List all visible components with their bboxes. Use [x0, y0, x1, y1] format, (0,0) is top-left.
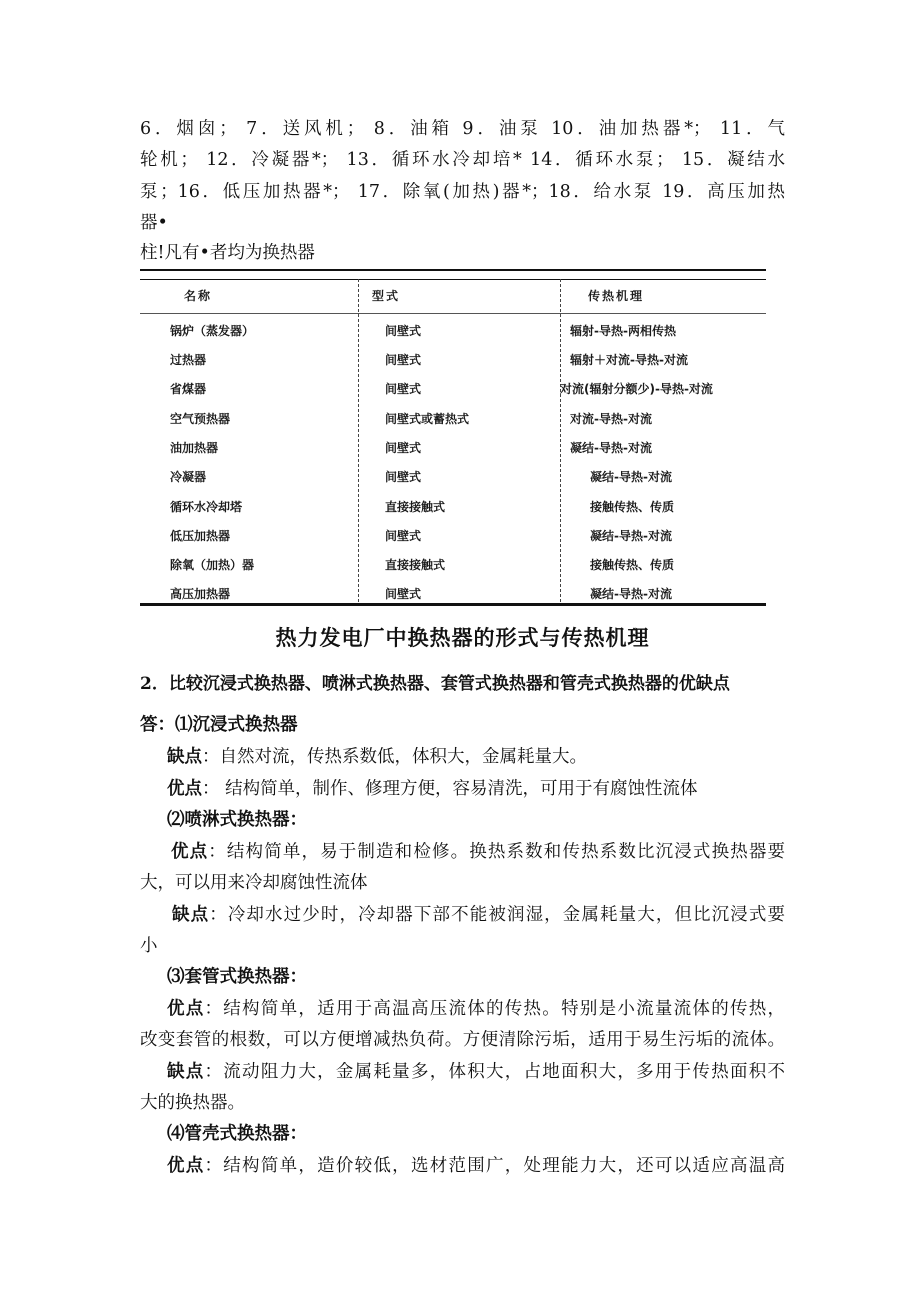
table-row — [140, 556, 770, 585]
cell-type: 直接接触式 — [385, 558, 446, 572]
table-row — [140, 439, 770, 468]
cell-name: 冷凝器 — [170, 470, 207, 484]
cons-text: ：流动阻力大，金属耗量多，体积大，占地面积大，多用于传热面积不 — [204, 1062, 785, 1082]
table-row — [140, 410, 770, 439]
cell-mechanism: 凝结-导热-对流 — [590, 470, 672, 484]
cell-type: 间壁式 — [385, 587, 422, 601]
section-3-pros-cont: 改变套管的根数，可以方便增减热负荷。方便清除污垢，适用于易生污垢的流体。 — [140, 1030, 785, 1050]
cell-type: 间壁式 — [385, 441, 422, 455]
cons-text: ：冷却水过少时，冷却器下部不能被润湿，金属耗量大，但比沉浸式要 — [209, 905, 785, 925]
cell-name: 油加热器 — [170, 441, 219, 455]
section-1-cons — [167, 742, 785, 773]
pros-label: 优点 — [171, 842, 209, 862]
cell-mechanism: 凝结-导热-对流 — [590, 529, 672, 543]
cons-label: 缺点 — [167, 747, 202, 767]
cell-name: 低压加热器 — [170, 529, 231, 543]
table-header-name: 名称 — [184, 289, 213, 303]
section-1-title: ⑴沉浸式换热器 — [175, 715, 298, 735]
section-2-pros — [171, 837, 785, 868]
table-row — [140, 527, 770, 556]
cell-type: 直接接触式 — [385, 500, 446, 514]
intro-line-4: 器• — [140, 213, 168, 233]
intro-note: 柱!凡有•者均为换热器 — [140, 243, 315, 263]
table-row — [140, 322, 770, 351]
table-header-type: 型式 — [372, 289, 401, 303]
pros-text: ： 结构简单，制作、修理方便，容易清洗，可用于有腐蚀性流体 — [202, 779, 698, 799]
cell-mechanism: 对流(辐射分额少)-导热-对流 — [560, 382, 713, 396]
cell-mechanism: 辐射-导热-两相传热 — [570, 324, 676, 338]
cell-mechanism: 接触传热、传质 — [590, 500, 675, 514]
table-row — [140, 498, 770, 527]
answer-prefix: 答： — [140, 715, 175, 735]
section-3-cons — [167, 1057, 785, 1088]
table-row — [140, 351, 770, 380]
question-heading: 2．比较沉浸式换热器、喷淋式换热器、套管式换热器和管壳式换热器的优缺点 — [140, 674, 730, 694]
cell-mechanism: 接触传热、传质 — [590, 558, 675, 572]
table-header-mechanism: 传热机理 — [588, 289, 645, 303]
pros-text: ：结构简单，易于制造和检修。换热系数和传热系数比沉浸式换热器要 — [208, 842, 785, 862]
cell-mechanism: 凝结-导热-对流 — [570, 441, 652, 455]
cons-text: ：自然对流，传热系数低，体积大，金属耗量大。 — [202, 747, 587, 767]
table-header-bottom-rule — [140, 313, 766, 314]
cell-mechanism: 辐射＋对流-导热-对流 — [570, 353, 688, 367]
pros-label: 优点 — [167, 999, 205, 1019]
cell-mechanism: 凝结-导热-对流 — [590, 587, 672, 601]
cons-label: 缺点 — [172, 905, 210, 925]
pros-text: ：结构简单，造价较低，选材范围广，处理能力大，还可以适应高温高 — [204, 1156, 785, 1176]
section-4-pros — [167, 1151, 785, 1182]
cell-type: 间壁式 — [385, 324, 422, 338]
section-2-cons — [172, 900, 785, 931]
table-top-rule — [140, 269, 766, 271]
section-2-pros-cont: 大，可以用来冷却腐蚀性流体 — [140, 873, 368, 893]
intro-line-1: 6．烟囱； 7．送风机； 8．油箱 9．油泵 10．油加热器*； 11．气 — [140, 119, 785, 139]
cell-name: 循环水冷却塔 — [170, 500, 243, 514]
cell-name: 除氧（加热）器 — [170, 558, 255, 572]
section-3-pros — [167, 994, 785, 1025]
table-row — [140, 380, 770, 409]
answer-section-1-title — [140, 710, 785, 741]
section-2-cons-cont: 小 — [140, 936, 158, 956]
cell-name: 过热器 — [170, 353, 207, 367]
section-2-title: ⑵喷淋式换热器： — [167, 810, 307, 830]
section-4-title: ⑷管壳式换热器： — [167, 1124, 307, 1144]
cell-mechanism: 对流-导热-对流 — [570, 412, 652, 426]
cell-type: 间壁式或蓄热式 — [385, 412, 470, 426]
table-row — [140, 585, 770, 614]
section-3-cons-cont: 大的换热器。 — [140, 1093, 245, 1113]
section-1-pros — [167, 774, 785, 805]
intro-line-2: 轮机； 12．冷凝器*； 13．循环水冷却培* 14．循环水泵； 15．凝结水 — [140, 150, 785, 170]
pros-label: 优点 — [167, 779, 202, 799]
table-row — [140, 468, 770, 497]
cell-type: 间壁式 — [385, 529, 422, 543]
cell-name: 空气预热器 — [170, 412, 231, 426]
cell-name: 高压加热器 — [170, 587, 231, 601]
cons-label: 缺点 — [167, 1062, 205, 1082]
cell-type: 间壁式 — [385, 470, 422, 484]
cell-type: 间壁式 — [385, 382, 422, 396]
cell-name: 锅炉（蒸发器） — [170, 324, 255, 338]
intro-line-3: 泵；16．低压加热器*； 17．除氧(加热)器*；18．给水泵 19．高压加热 — [140, 182, 785, 202]
section-3-title: ⑶套管式换热器： — [167, 967, 307, 987]
table-header-top-rule — [140, 279, 766, 280]
cell-name: 省煤器 — [170, 382, 207, 396]
pros-text: ：结构简单，适用于高温高压流体的传热。特别是小流量流体的传热， — [204, 999, 785, 1019]
table-caption: 热力发电厂中换热器的形式与传热机理 — [275, 625, 650, 650]
cell-type: 间壁式 — [385, 353, 422, 367]
heat-exchanger-table — [140, 265, 770, 610]
pros-label: 优点 — [167, 1156, 205, 1176]
